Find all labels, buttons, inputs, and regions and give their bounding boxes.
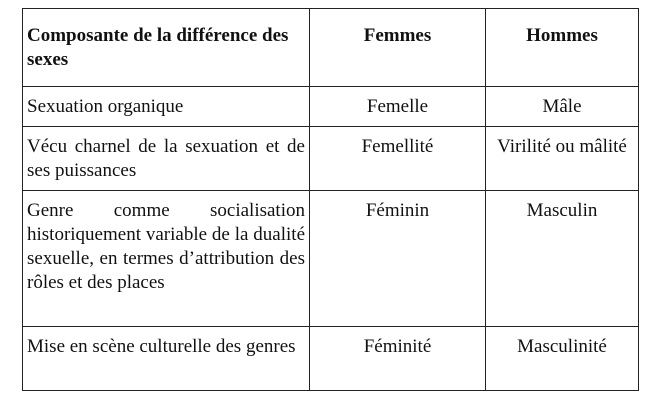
women-cell: Femelle: [310, 87, 486, 127]
table-row: [23, 191, 639, 327]
women-cell: Féminin: [310, 191, 486, 327]
row-label: Mise en scène culturelle des genres: [23, 327, 310, 391]
row-label: Genre comme socialisation historiquement variable de la dualité sexuelle, en termes d’attribution des rôles et des places: [23, 191, 310, 327]
header-women: Femmes: [310, 9, 486, 87]
men-cell: Mâle: [486, 87, 639, 127]
women-cell: Féminité: [310, 327, 486, 391]
header-row: [23, 9, 639, 87]
row-label: Sexuation organique: [23, 87, 310, 127]
table-row: [23, 127, 639, 191]
header-component: Composante de la différence des sexes: [23, 9, 310, 87]
table-row: [23, 327, 639, 391]
men-cell: Masculinité: [486, 327, 639, 391]
header-men: Hommes: [486, 9, 639, 87]
row-label: Vécu charnel de la sexuation et de ses puissances: [23, 127, 310, 191]
table-row: [23, 87, 639, 127]
men-cell: Virilité ou mâlité: [486, 127, 639, 191]
comparison-table: [22, 8, 639, 391]
men-cell: Masculin: [486, 191, 639, 327]
women-cell: Femellité: [310, 127, 486, 191]
